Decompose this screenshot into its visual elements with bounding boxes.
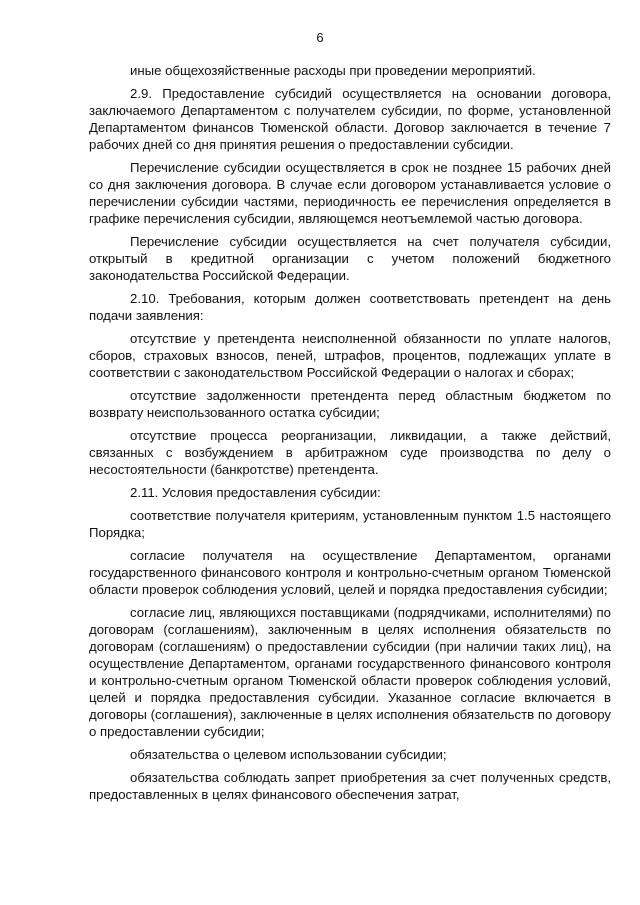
paragraph-target-use: обязательства о целевом использовании субсидии; [130,747,447,762]
paragraph-transfer-term: Перечисление субсидии осуществляется в срок не позднее 15 рабочих дней со дня заключения договора. В случае если договором устанавливается условие о перечислении субсидии частями, периодичность ее перечисления определяется в графике перечисления субсидии, являющемся неотъемлемой частью договора. [89,160,611,226]
paragraph-no-budget-debt: отсутствие задолженности претендента перед областным бюджетом по возврату неиспользованного остатка субсидии; [89,388,611,420]
paragraph-transfer-account: Перечисление субсидии осуществляется на счет получателя субсидии, открытый в кредитной организации с учетом положений бюджетного законодательства Российской Федерации. [89,234,611,283]
paragraph-2-11: 2.11. Условия предоставления субсидии: [130,485,381,500]
paragraph-recipient-consent: согласие получателя на осуществление Департаментом, органами государственного финансового контроля и контрольно-счетным органом Тюменской области проверок соблюдения условий, целей и порядка предоставления субсидии; [89,548,611,597]
page-number: 6 [316,30,324,45]
paragraph-no-tax-debt: отсутствие у претендента неисполненной обязанности по уплате налогов, сборов, страховых взносов, пеней, штрафов, процентов, подлежащих уплате в соответствии с законодательством Российской Федерации о налогах и сборах; [89,331,611,380]
paragraph-continuation: иные общехозяйственные расходы при проведении мероприятий. [130,63,536,78]
paragraph-2-10: 2.10. Требования, которым должен соответствовать претендент на день подачи заявления: [89,291,611,323]
paragraph-criteria: соответствие получателя критериям, установленным пунктом 1.5 настоящего Порядка; [89,508,611,540]
document-body [89,62,611,809]
paragraph-no-reorganization: отсутствие процесса реорганизации, ликвидации, а также действий, связанных с возбуждением в арбитражном суде производства по делу о несостоятельности (банкротстве) претендента. [89,428,611,477]
paragraph-purchase-ban: обязательства соблюдать запрет приобретения за счет полученных средств, предоставленных в целях финансового обеспечения затрат, [89,770,611,802]
paragraph-supplier-consent: согласие лиц, являющихся поставщиками (подрядчиками, исполнителями) по договорам (соглашениям), заключенным в целях исполнения обязательств по договорам (соглашениям) о предоставлении субсидии (при наличии таких лиц), на осуществление Департаментом, органами государственного финансового контроля и контрольно-счетным органом Тюменской области проверок соблюдения условий, целей и порядка предоставления субсидии. Указанное согласие включается в договоры (соглашения), заключенные в целях исполнения обязательств по договору о предоставлении субсидии; [89,605,611,739]
paragraph-2-9: 2.9. Предоставление субсидий осуществляется на основании договора, заключаемого Департаментом с получателем субсидии, по форме, установленной Департаментом финансов Тюменской области. Договор заключается в течение 7 рабочих дней со дня принятия решения о предоставлении субсидии. [89,86,611,152]
